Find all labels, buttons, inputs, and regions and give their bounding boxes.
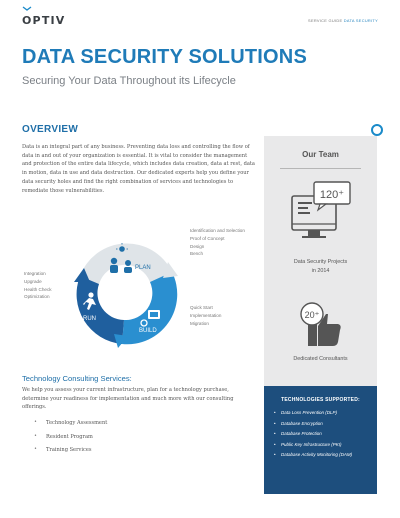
consulting-heading: Technology Consulting Services: <box>22 374 132 383</box>
list-item: • Database Encryption <box>274 421 367 427</box>
run-details <box>24 270 52 301</box>
projects-stat-line: in 2014 <box>311 268 330 274</box>
team-panel <box>264 136 377 386</box>
overview-heading: OVERVIEW <box>22 124 79 135</box>
projects-stat-line: Data Security Projects <box>293 259 348 265</box>
page-title: DATA SECURITY SOLUTIONS <box>22 46 307 68</box>
list-item: • Database Protection <box>274 431 367 437</box>
guide-topic: DATA SECURITY <box>343 18 378 23</box>
page-subtitle: Securing Your Data Throughout its Lifecycle <box>22 75 236 87</box>
consulting-list <box>34 420 107 461</box>
optiv-logo: OPTIV <box>22 14 66 27</box>
projects-badge: 120⁺ <box>319 189 345 201</box>
service-guide-label <box>308 18 378 23</box>
run-detail: Integration <box>24 271 46 276</box>
build-detail: Migration <box>190 320 209 326</box>
list-item: • Resident Program <box>34 434 107 448</box>
team-heading: Our Team <box>302 150 339 159</box>
build-details <box>190 304 221 327</box>
consulting-paragraph: We help you assess your current infrastructure, plan for a technology purchase, determine your readiness for implementation and much more with our consulting offerings. <box>22 387 234 411</box>
plan-detail: Design <box>190 243 205 249</box>
list-item: • Training Services <box>34 447 107 461</box>
plan-detail: Bench <box>190 251 204 257</box>
list-item: • Database Activity Monitoring (DAM) <box>274 452 367 458</box>
run-segment <box>77 276 124 344</box>
team-divider <box>280 168 361 169</box>
list-item: • Technology Assessment <box>34 420 107 434</box>
technologies-heading: TECHNOLOGIES SUPPORTED: <box>281 397 360 403</box>
build-detail: Quick Start <box>190 305 213 310</box>
projects-stat <box>264 258 377 276</box>
list-item: • Public Key Infrastructure (PKI) <box>274 442 367 448</box>
technologies-list <box>274 410 367 458</box>
plan-label: PLAN <box>135 265 151 271</box>
monitor-icon <box>286 180 356 252</box>
run-detail: Optimization <box>24 294 50 300</box>
guide-prefix: SERVICE GUIDE <box>308 18 343 23</box>
consultants-badge: 20⁺ <box>304 310 320 320</box>
plan-detail: Proof of Concept <box>190 235 225 241</box>
plan-details <box>190 227 245 258</box>
plan-detail: Identification and Selection <box>190 228 245 233</box>
lifecycle-diagram <box>62 232 187 357</box>
thumbs-up-icon <box>288 300 352 354</box>
build-detail: Implementation <box>190 312 222 318</box>
panel-ring-icon <box>371 124 383 136</box>
run-label: RUN <box>83 316 96 322</box>
run-detail: Upgrade <box>24 278 42 284</box>
build-label: BUILD <box>139 328 157 334</box>
overview-paragraph: Data is an integral part of any business. Preventing data loss and controlling the flow of data in and out of your organization is essential. It is vital to consider the management and protection of the entire data lifecycle, which includes data creation, data at rest, data in motion, data in use and data destruction. Our dedicated experts help you define your data security holes and find the right combination of services and technologies to remediate those vulnerabilities. <box>22 144 255 194</box>
technologies-box <box>264 386 377 494</box>
run-detail: Health Check <box>24 286 52 292</box>
list-item: • Data Loss Prevention (DLP) <box>274 410 367 416</box>
consultants-stat: Dedicated Consultants <box>293 356 348 362</box>
optiv-logo-mark-icon <box>22 6 32 12</box>
